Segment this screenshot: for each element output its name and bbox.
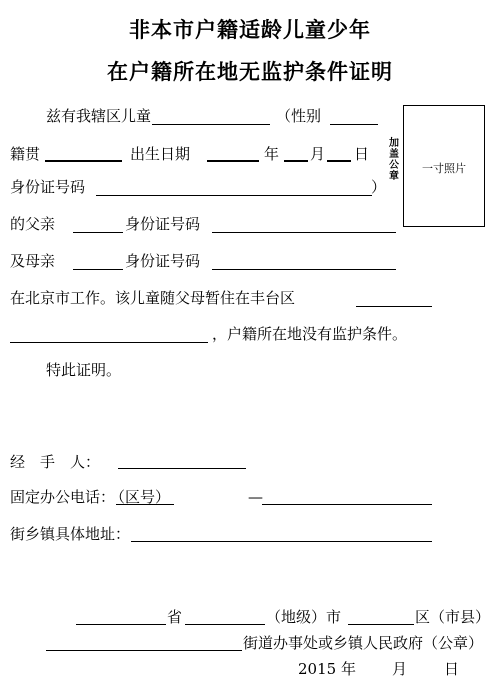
stamp-note: 加盖公章 <box>389 138 399 182</box>
mother-name-field[interactable] <box>73 269 123 270</box>
mother-id-label: 身份证号码 <box>125 252 201 270</box>
prefecture-label: （地级）市 <box>266 608 342 626</box>
office-seal-label: 街道办事处或乡镇人民政府（公章） <box>243 634 484 652</box>
gender-field[interactable] <box>330 124 378 125</box>
handler-label: 经 手 人： <box>10 453 101 471</box>
photo-label: 一寸照片 <box>422 162 466 175</box>
certify-text: 特此证明。 <box>46 361 122 379</box>
address-field[interactable] <box>131 541 432 542</box>
native-place-label: 籍贯 <box>10 145 41 163</box>
address-label: 街乡镇具体地址： <box>10 525 131 543</box>
office-field[interactable] <box>46 650 242 651</box>
child-lead-text: 兹有我辖区儿童 <box>46 107 152 125</box>
province-field[interactable] <box>76 624 166 625</box>
father-id-label: 身份证号码 <box>125 215 201 233</box>
no-guardian-text: ，户籍所在地没有监护条件。 <box>212 325 408 343</box>
area-code-field[interactable] <box>116 504 174 505</box>
area-code-label: （区号） <box>110 488 171 506</box>
mother-label: 及母亲 <box>10 252 56 270</box>
province-label: 省 <box>167 608 183 626</box>
footer-day: 日 <box>444 660 460 678</box>
gender-label: （性别 <box>276 107 322 125</box>
office-phone-label: 固定办公电话： <box>10 488 116 506</box>
close-paren: ） <box>371 178 387 196</box>
district-label: 区（市县） <box>415 608 491 626</box>
native-place-field[interactable] <box>45 160 122 162</box>
phone-dash: — <box>248 488 263 506</box>
father-id-field[interactable] <box>212 232 396 233</box>
day-label: 日 <box>354 145 370 163</box>
page-subtitle: 在户籍所在地无监护条件证明 <box>107 59 393 84</box>
footer-year: 2015 年 <box>298 660 356 678</box>
footer-month: 月 <box>392 660 408 678</box>
district-field[interactable] <box>348 624 414 625</box>
work-residence-text: 在北京市工作。该儿童随父母暂住在丰台区 <box>10 289 296 307</box>
birth-day-field[interactable] <box>327 160 351 162</box>
handler-field[interactable] <box>118 468 246 469</box>
birth-month-field[interactable] <box>284 160 308 162</box>
birth-date-label: 出生日期 <box>130 145 191 163</box>
prefecture-field[interactable] <box>185 624 265 625</box>
phone-number-field[interactable] <box>262 504 432 505</box>
child-name-field[interactable] <box>152 124 270 125</box>
birth-year-field[interactable] <box>207 160 259 162</box>
child-id-field[interactable] <box>96 195 372 196</box>
residence-detail-field[interactable] <box>10 342 208 343</box>
month-label: 月 <box>310 145 326 163</box>
father-label: 的父亲 <box>10 215 56 233</box>
page-title: 非本市户籍适龄儿童少年 <box>129 17 371 42</box>
child-id-label: 身份证号码 <box>10 178 86 196</box>
father-name-field[interactable] <box>73 232 123 233</box>
photo-box <box>403 105 485 227</box>
year-label: 年 <box>264 145 280 163</box>
residence-address-field[interactable] <box>356 306 432 307</box>
mother-id-field[interactable] <box>212 269 396 270</box>
